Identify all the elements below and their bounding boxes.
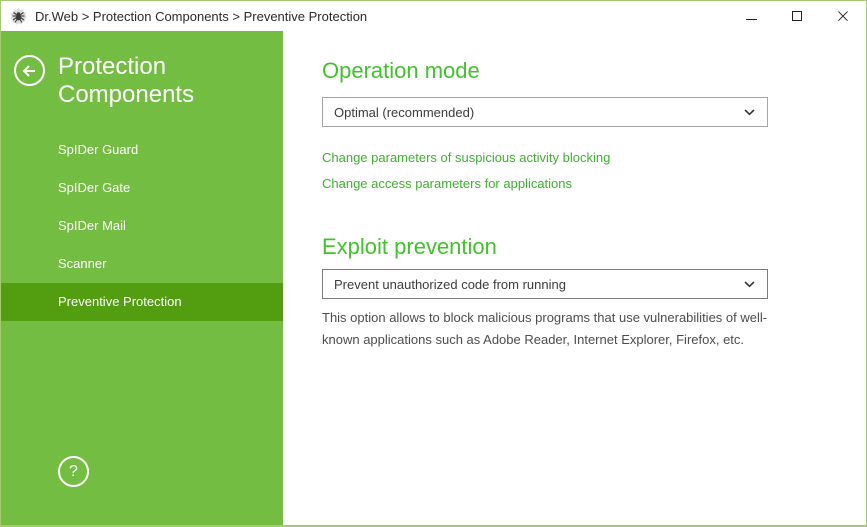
content-panel [283,31,866,525]
operation-mode-dropdown-value: Optimal (recommended) [334,104,475,120]
drweb-spider-icon [10,8,27,25]
sidebar-item-spider-mail[interactable]: SpIDer Mail [58,218,126,233]
sidebar [1,31,283,525]
help-button[interactable] [58,456,89,487]
page-title: Protection Components [58,53,195,108]
operation-mode-dropdown[interactable] [322,97,768,127]
sidebar-header [14,53,275,109]
help-icon: ? [69,462,78,480]
minimize-button[interactable] [728,1,774,31]
window-controls [728,1,866,31]
sidebar-item-preventive-protection[interactable]: Preventive Protection [1,283,283,321]
sidebar-item-spider-guard[interactable]: SpIDer Guard [58,142,139,157]
chevron-down-icon [744,281,755,288]
exploit-prevention-heading: Exploit prevention [322,234,497,259]
back-button[interactable] [14,55,45,86]
sidebar-item-scanner[interactable]: Scanner [58,256,107,271]
minimize-icon [746,19,757,20]
exploit-prevention-dropdown-value: Prevent unauthorized code from running [334,276,566,292]
maximize-button[interactable] [774,1,820,31]
link-access-parameters-applications[interactable]: Change access parameters for applications [322,176,573,191]
breadcrumb: Dr.Web > Protection Components > Preventive Protection [35,8,368,24]
exploit-prevention-dropdown[interactable] [322,269,768,299]
chevron-down-icon [744,109,755,116]
sidebar-menu [1,131,283,321]
sidebar-item-spider-gate[interactable]: SpIDer Gate [58,180,131,195]
close-icon: × [835,4,851,27]
titlebar [1,1,866,31]
link-suspicious-activity-blocking[interactable]: Change parameters of suspicious activity blocking [322,150,611,165]
operation-mode-heading: Operation mode [322,58,480,83]
close-button[interactable] [820,1,866,31]
exploit-prevention-description: This option allows to block malicious programs that use vulnerabilities of well-known applications such as Adobe Reader, Internet Explorer, Firefox, etc. [322,310,768,347]
maximize-icon [792,11,802,21]
back-arrow-icon [22,65,37,77]
